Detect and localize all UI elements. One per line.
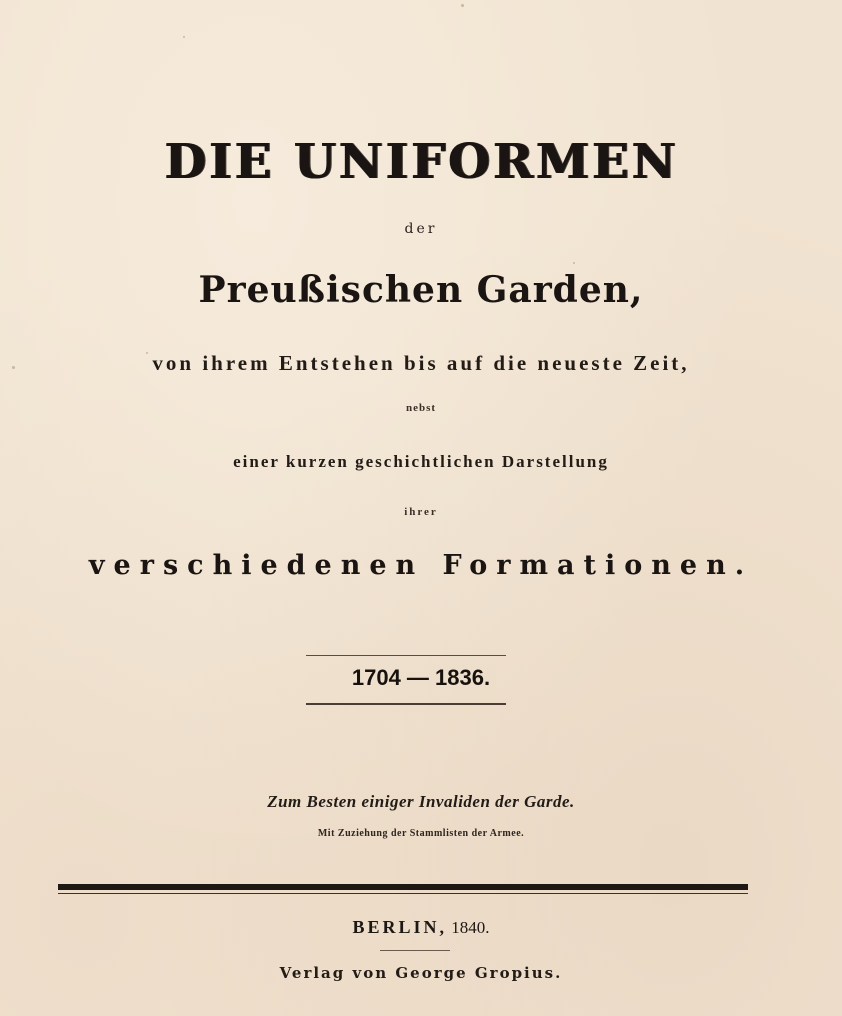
- years-rule-bottom: [306, 703, 506, 705]
- imprint-place: BERLIN,: [352, 917, 448, 937]
- paper-speck: [573, 262, 575, 264]
- ihrer-line: ihrer: [404, 506, 438, 518]
- mit-zuziehung-line: Mit Zuziehung der Stammlisten der Armee.: [317, 828, 525, 839]
- heavy-divider-rule: [58, 884, 748, 890]
- thin-divider-rule: [58, 893, 748, 894]
- imprint-rule: [380, 950, 450, 951]
- paper-speck: [183, 36, 185, 38]
- nebst-line: nebst: [405, 402, 437, 414]
- imprint-line: [0, 918, 842, 936]
- von-ihrem-entstehen-line: von ihrem Entstehen bis auf die neueste Zeit,: [152, 351, 690, 375]
- zum-besten-line: Zum Besten einiger Invaliden der Garde.: [267, 792, 575, 811]
- verschiedenen-formationen-line: verschiedenen Formationen.: [88, 550, 754, 581]
- paper-speck: [461, 4, 464, 7]
- years-range: 1704 — 1836.: [351, 665, 491, 690]
- imprint-year: 1840.: [451, 918, 490, 937]
- years-rule-top: [306, 655, 506, 656]
- der-line: der: [404, 221, 438, 237]
- publisher-line: Verlag von George Gropius.: [279, 964, 563, 982]
- einer-kurzen-line: einer kurzen geschichtlichen Darstellung: [233, 452, 609, 471]
- main-title: DIE UNIFORMEN: [164, 134, 678, 190]
- preussischen-garden-line: Preußischen Garden,: [198, 269, 644, 311]
